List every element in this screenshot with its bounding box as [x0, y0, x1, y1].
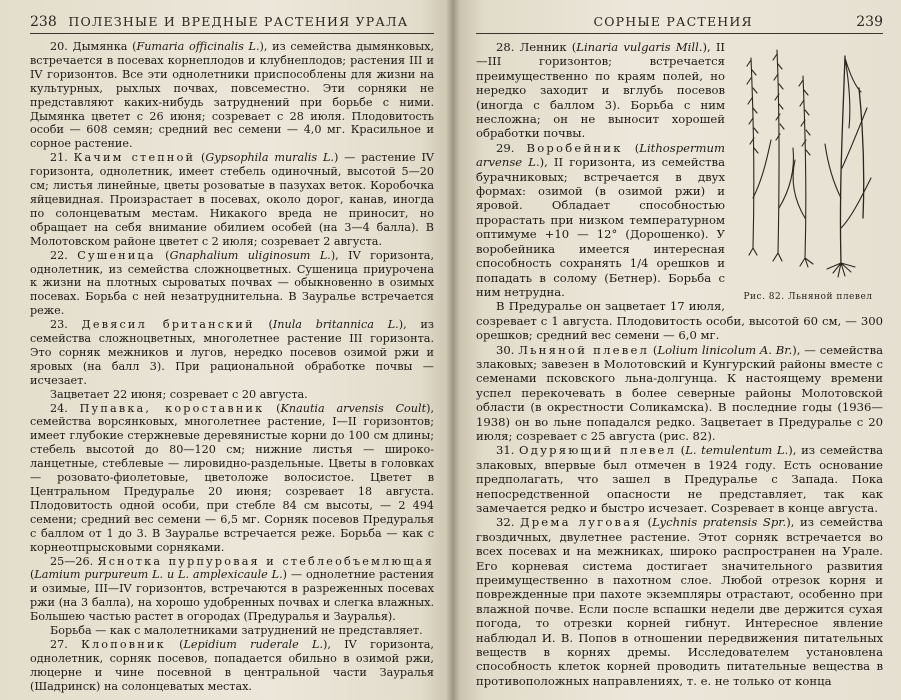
plant-name-russian: Клоповник — [81, 637, 166, 651]
paragraph-number: 21. — [50, 151, 74, 165]
plant-name-latin: Gypsophila muralis L. — [205, 151, 334, 165]
left-body-text — [30, 40, 434, 694]
paren-open: ( — [195, 151, 206, 165]
plant-name-russian: Девясил британский — [81, 318, 255, 332]
plant-name-russian: Дрема луговая — [520, 515, 642, 530]
paragraph-text: ), из семейства сложноцветных, многолетнее растение III горизонта. Это сорняк межников и лугов, нередко посевов озимой ржи и яровых (на балл 3). При рациональной обработке почвы — исчезает. — [30, 318, 434, 387]
right-paragraph — [476, 443, 883, 515]
book-gutter — [446, 0, 460, 700]
left-paragraph — [30, 318, 434, 388]
plant-name-latin: Knautia arvensis Coult — [280, 401, 427, 415]
right-body-text — [476, 40, 883, 688]
right-paragraph — [476, 515, 883, 688]
right-running-title: СОРНЫЕ РАСТЕНИЯ — [593, 14, 753, 29]
paragraph-text: ), из семейства гвоздичных, двулетнее растение. Этот сорняк встречается во всех посевах и на межниках, широко распространен на Урале. Его корневая система достигает значительного развития преимущественно в пахотном слое. Любой отрезок корня и поврежденные при пахоте экземпляры отрастают, особенно при влажной почве. Если после вспашки недели две держится сухая погода, то отрезки корней гибнут. Интересное явление наблюдал И. В. Попов в отношении передвижения питательных веществ в корнях дремы. Исследователем установлена способность клеток корней проводить питательные вещества в противоположных направлениях, т. е. не только от конца — [476, 515, 884, 688]
left-paragraph — [30, 40, 434, 151]
left-paragraph — [30, 638, 434, 694]
paragraph-text: ) — растение IV горизонта, однолетник, имеет стебель одиночный, высотой 5—20 см; листья линейные, цветы розоватые в пазухах веток. Коробочка яйцевидная. Произрастает в посевах, около дорог, канав, иногда по солонцеватым местам. Никакого вреда не приносит, но обращает на себя внимание обилием особей (на 3—4 балла). В Молотовском районе цветет с 2 июля; созревает 2 августа. — [30, 151, 434, 248]
right-page — [452, 0, 901, 700]
plant-name-latin: Linaria vulgaris Mill. — [576, 40, 703, 54]
left-page-number: 238 — [30, 14, 57, 30]
paragraph-text: ), из семейства дымянковых, встречается в посевах корнеплодов и клубнеплодов; растения III и IV горизонтов. Все эти однолетники приспособлены для жизни на культурных, рыхлых почвах, повсеместно. Эти сорняки не представляют каких-нибудь затруднений при борьбе с ними. Дымянка цветет с 26 июня; созревает с 28 июля. Плодовитость особи — 608 семян; средний вес семени — 4,0 мг. Красильное и сорное растение. — [30, 40, 435, 151]
paragraph-text: ), — семейства злаковых; завезен в Молотовский и Кунгурский районы вместе с семенами псковского льна-долгунца. К настоящему времени успел перекочевать в более северные районы Молотовской области (в окрестности Соликамска). В последние годы (1936—1938) он во льне попадался редко. Зацветает в Предуралье с 20 июля; созревает с 25 августа (рис. 82). — [476, 342, 884, 443]
left-paragraph — [30, 555, 434, 625]
paren-open: ( — [622, 140, 640, 155]
paragraph-text: ), IV горизонта, однолетник, из семейства сложноцветных. Сушеница приурочена к жизни на плотных сыроватых почвах — обыкновенно в озимых посевах. Борьба с ней незатруднительна. В Зауралье встречается реже. — [30, 248, 434, 318]
paragraph-text: ), II—III горизонтов; встречается преимущественно по краям полей, но нередко заходит и вглубь посевов (иногда с баллом 3). Борьба с ним несложна; он не выносит хорошей обработки почвы. — [476, 40, 725, 141]
plant-name-latin: Fumaria officinalis L. — [136, 40, 260, 53]
figure-caption: Рис. 82. Льняной плевел — [743, 292, 873, 302]
left-paragraph — [30, 624, 434, 638]
plant-name-latin: Lolium linicolum A. Br. — [657, 342, 793, 357]
plant-name-latin: Lychnis pratensis Spr. — [652, 515, 787, 530]
paren-open: ( — [264, 401, 281, 415]
paragraph-number: 25—26. — [50, 554, 98, 568]
plant-name-russian: Одуряющий плевел — [519, 443, 677, 458]
plant-name-russian: Яснотка пурпуровая и стеблеобъемлющая — [97, 554, 434, 568]
paragraph-text: ), IV горизонта, однолетник, сорняк посевов, попадается обильно в озимой ржи, люцерне и чине посевной в центральной части Зауралья (Шадринск) на солонцеватых местах. — [30, 637, 434, 693]
paragraph-text: ) — однолетние растения и озимые, III—IV горизонтов, встречаются в разреженных посевах ржи (на 3 балла), на хорошо удобренных почвах и слегка влажных. Большею частью растет в огородах (Предуралья и Зауралья). — [30, 568, 434, 624]
plant-name-russian: Воробейник — [526, 140, 623, 155]
left-running-head — [30, 14, 434, 34]
plant-name-latin: Lithospermum arvense L. — [476, 140, 725, 170]
paragraph-number: 23. — [50, 318, 82, 332]
paragraph-number: 29. — [496, 140, 527, 155]
paren-open: ( — [641, 515, 653, 530]
right-page-number: 239 — [856, 14, 883, 30]
paragraph-text: Зацветает 22 июня; созревает с 20 августа. — [50, 387, 308, 401]
plant-name-russian: Пупавка, короставник — [79, 401, 265, 415]
plant-name-russian: Льняной плевел — [518, 342, 650, 357]
paragraph-number: 24. — [50, 401, 80, 415]
plant-name-russian: Сушеница — [77, 248, 156, 262]
paren-open: ( — [30, 568, 35, 582]
paren-open: ( — [649, 342, 658, 357]
paragraph-number: 27. — [50, 637, 82, 651]
right-paragraph — [476, 343, 883, 444]
paragraph-text: ), из семейства злаковых, впервые был отмечен в 1924 году. Есть основание предполагать, что зашел в Предуралье с Запада. Пока непосредственной опасности не представляет, так как замечается редко и быстро исчезает. Созревает в конце августа. — [476, 443, 884, 515]
paren-open: ( — [165, 637, 184, 651]
paren-open: ( — [254, 318, 273, 332]
left-paragraph — [30, 151, 434, 248]
plant-name-latin: Lepidium ruderale L. — [183, 637, 324, 651]
paragraph-text: ), II горизонта, из семейства бурачниковых; встречается в двух формах: озимой (в озимой ржи) и яровой. Обладает способностью прорастать при низком температурном оптимуме +10 — 12° (Дорошенко). У воробейника имеется интересная способность сохранять 1/4 орешков и попадать в солому (Бетнер). Борьба с ним нетрудна. — [476, 155, 725, 299]
right-running-head — [476, 14, 883, 34]
plant-name-latin: Gnaphalium uliginosum L. — [169, 248, 331, 262]
left-paragraph — [30, 388, 434, 402]
plant-name-latin: L. temulentum L. — [685, 443, 789, 458]
paragraph-text: В Предуралье он зацветает 17 июля, созревает с 1 августа. Плодовитость особи, высотой 60 см, — 300 орешков; средний вес семени — 6,0 мг. — [476, 299, 883, 343]
plant-name-russian: Качим степной — [73, 151, 196, 165]
paragraph-number: 31. — [496, 443, 520, 458]
paragraph-number: 32. — [496, 515, 521, 530]
paragraph-text: Борьба — как с малолетниками затруднений не представляет. — [50, 624, 423, 638]
paragraph-number: 22. — [50, 248, 78, 262]
left-paragraph — [30, 402, 434, 555]
left-running-title: ПОЛЕЗНЫЕ И ВРЕДНЫЕ РАСТЕНИЯ УРАЛА — [68, 14, 409, 29]
plant-illustration — [733, 48, 883, 288]
paragraph-number: 20. Дымянка ( — [50, 40, 137, 53]
paragraph-text: ), семейства ворсянковых, многолетнее растение, I—II горизонтов; имеет глубокие стержневые деревянистые корни до 100 см длины; стебель высотой до 80—120 см; нижние листья — широко-ланцетные, стеблевые — лировидно-раздельные. Цветы в головках — розовато-фиолетовые, цветоложе волосистое. Цветет в Центральном Предуралье 20 июня; созревает 18 августа. Плодовитость одной особи, при стебле 84 см высоты, — 2 494 семени; средний вес семени — 6,5 мг. Сорняк посевов Предуралья с баллом от 1 до 3. В Зауралье встречается реже. Борьба — как с корнеотпрысковыми сорняками. — [30, 401, 434, 554]
figure-lolium-linicolum — [733, 48, 883, 306]
paragraph-number: 28. Ленник ( — [496, 40, 577, 54]
paren-open: ( — [155, 248, 170, 262]
plant-name-latin: Inula britannica L. — [272, 318, 399, 332]
paren-open: ( — [676, 443, 686, 458]
paragraph-number: 30. — [496, 342, 519, 357]
left-paragraph — [30, 249, 434, 319]
plant-name-latin: Lamium purpureum L. и L. amplexicaule L. — [34, 568, 283, 582]
